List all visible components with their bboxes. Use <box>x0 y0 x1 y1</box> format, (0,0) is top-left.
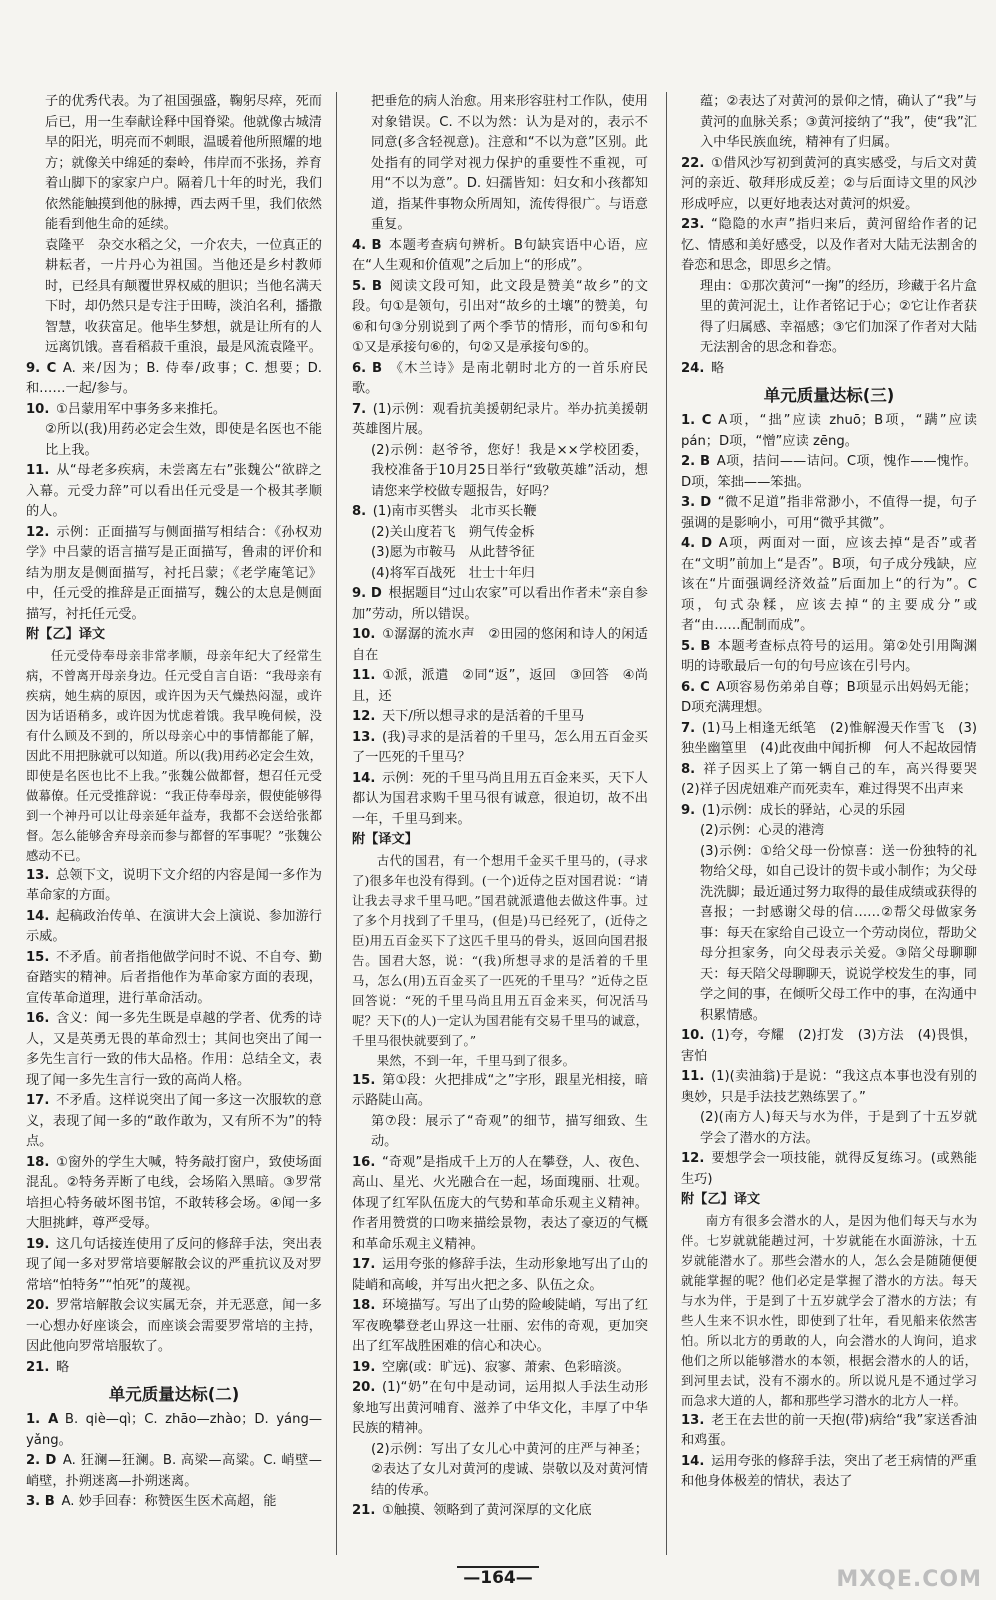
answer-text: A. 来/因为；B. 侍奉/政事；C. 想要；D. 和……一起/参与。 <box>26 360 322 396</box>
answer-text: 本题考查标点符号的运用。第②处引用陶渊明的诗歌最后一句的句号应该在引号内。 <box>681 638 977 674</box>
translation-text <box>352 1051 648 1071</box>
answer-number: 1. A <box>26 1412 59 1427</box>
answer-item <box>26 1358 322 1379</box>
answer-number: 5. B <box>681 638 711 654</box>
answer-item <box>681 534 977 637</box>
answer-text: 这几句话接连使用了反问的修辞手法，突出表现了闻一多对罗常培要解散会议的严重抗议及对罗常培“怕特务”“怕死”的蔑视。 <box>26 1236 322 1293</box>
answer-item <box>352 400 648 441</box>
answer-item <box>681 678 977 719</box>
answer-number: 8. <box>352 504 367 519</box>
answer-subitem: (3)愿为市鞍马 从此替爷征 <box>371 545 535 560</box>
answer-subitem: (2)示例：心灵的港湾 <box>700 823 825 838</box>
answer-item <box>26 1492 322 1513</box>
column-divider <box>336 92 337 1555</box>
answer-text: 老王在去世的前一天抱(带)病给“我”家送香油和鸡蛋。 <box>681 1412 977 1448</box>
answer-continuation: 子的优秀代表。为了祖国强盛，鞠躬尽瘁，死而后已，用一生奉献诠释中国脊梁。他就像古城清早的阳光，明亮而不刺眼，温暖着他所照耀的地方；就像关中绵延的秦岭，伟岸而不张扬，养育着山脚下的家家户户。隔着几十年的时光，我们依然能触摸到他的脉搏，西去两千里，我们依然能看到他生命的延续。 <box>45 94 322 232</box>
answer-item <box>681 801 977 822</box>
answer-item <box>352 236 648 277</box>
answer-text: 不矛盾。前者指他做学问时不说、不自夸、勤奋踏实的精神。后者指他作为革命家方面的表现，宣传革命道理，进行革命活动。 <box>26 949 322 1006</box>
answer-number: 9. <box>681 802 696 818</box>
answer-number: 11. <box>681 1069 705 1084</box>
answer-number: 22. <box>681 155 705 171</box>
answer-number: 16. <box>26 1011 50 1026</box>
answer-number: 10. <box>352 627 376 642</box>
section-title: 单元质量达标(三) <box>763 386 895 405</box>
answer-item <box>352 1378 648 1440</box>
answer-text: 本题考查病句辨析。B句缺宾语中心语，应在“人生观和价值观”之后加上“的形成”。 <box>352 237 648 273</box>
answer-text: (1)示例：成长的驿站，心灵的乐园 <box>701 802 906 818</box>
answer-number: 4. D <box>681 536 713 551</box>
answer-column-2 <box>352 92 648 1522</box>
answer-text: “奇观”是指成千上万的人在攀登，人、夜色、高山、星光、火光融合在一起，场面瑰丽、壮观。体现了红军队伍庞大的气势和革命乐观主义精神。作者用赞赏的口吻来描绘景物，表达了豪迈的气概和革命乐观主义精神。 <box>352 1154 648 1252</box>
answer-number: 14. <box>352 770 376 786</box>
answer-subitem: (4)将军百战死 壮士十年归 <box>371 565 535 581</box>
answer-item <box>352 707 648 728</box>
answer-continuation: 袁隆平 杂交水稻之父，一介农夫，一位真正的耕耘者，一片丹心为祖国。当他还是乡村教师时，已经具有颠覆世界权威的胆识；当他名满天下时，却仍然只是专注于田畴，淡泊名利，播撒智慧，收获富足。他毕生梦想，就是让所有的人远离饥饿。喜看稻菽千重浪，最是风流袁隆平。 <box>45 237 322 355</box>
answer-text: A项，两面对一面，应该去掉“是否”或者在“文明”前加上“是否”。B项，句子成分残缺，应该在“片面强调经济效益”后面加上“的行为”。C项，句式杂糅，应该去掉“的主要成分”或者“由……配制而成”。 <box>681 536 977 633</box>
answer-text: 环境描写。写出了山势的险峻陡峭，写出了红军夜晚攀登老山界这一壮丽、宏伟的奇观，更加突出了红军战胜困难的信心和决心。 <box>352 1298 648 1354</box>
answer-item <box>681 760 991 801</box>
answer-item <box>681 154 977 216</box>
answer-number: 10. <box>681 1028 705 1043</box>
answer-number: 6. C <box>681 679 710 695</box>
answer-number: 23. <box>681 217 705 232</box>
answer-number: 8. <box>681 761 696 777</box>
answer-subitem: 第⑦段：展示了“奇观”的细节，描写细致、生动。 <box>371 1113 648 1149</box>
answer-number: 4. B <box>352 237 382 253</box>
answer-subitem: ②所以(我)用药必定会生效，即使是名医也不能比上我。 <box>45 422 322 458</box>
answer-number: 12. <box>681 1151 705 1166</box>
answer-text: 阅读文段可知，此文段是赞美“故乡”的文段。句①是领句，引出对“故乡的土壤”的赞美，句⑥和句③分别说到了两个季节的情形，而句⑤和句①又是承接句⑥的，句②又是承接句⑤的。 <box>352 278 648 355</box>
answer-item <box>352 502 648 523</box>
section-title: 单元质量达标(二) <box>108 1385 240 1404</box>
answer-number: 3. D <box>681 495 712 510</box>
answer-item <box>681 1411 977 1452</box>
answer-number: 21. <box>26 1359 50 1375</box>
answer-item <box>681 359 977 380</box>
answer-text: (1)示例：观看抗美援朝纪录片。举办抗美援朝英雄图片展。 <box>352 401 648 437</box>
answer-continuation: 把垂危的病人治愈。用来形容驻村工作队，使用对象错误。C. 不以为然：认为是对的，表示不同意(多含轻视意)。注意和“不以为意”区别。此处指有的同学对视力保护的重要性不重视，可用“不以为意”。D. 妇孺皆知：妇女和小孩都知道，指某件事物众所周知，流传得很广。与语意重复。 <box>371 94 648 232</box>
answer-item <box>681 493 977 534</box>
answer-text: ①潺潺的流水声 ②田园的悠闲和诗人的闲适自在 <box>352 627 648 663</box>
answer-text: A. 狂澜—狂澜。B. 高梁—高粱。C. 峭壁—峭壁，扑朔迷离—扑朔迷离。 <box>26 1453 322 1489</box>
answer-item <box>352 666 648 707</box>
answer-item <box>26 400 322 421</box>
answer-number: 9. D <box>352 586 382 601</box>
answer-text: 总领下文，说明下文介绍的内容是闻一多作为革命家的方面。 <box>26 867 322 903</box>
answer-text: (1)“奶”在句中是动词，运用拟人手法生动形象地写出黄河哺育、滋养了中华文化，丰厚了中华民族的精神。 <box>352 1380 648 1436</box>
answer-subitem: (3)示例：①给父母一份惊喜：送一份独特的礼物给父母，如自己设计的贺卡或小制作；为父母洗洗脚；最近通过努力取得的最佳成绩或获得的喜报；一封感谢父母的信……②帮父母做家务事：每天在家给自己设立一个劳动岗位，帮助父母分担家务，向父母表示关爱。③陪父母聊聊天：每天陪父母聊聊天，说说学校发生的事，同学之间的事，在倾听父母工作中的事，在沟通中积累情感。 <box>700 843 977 1023</box>
answer-text: (1)马上相逢无纸笔 (2)惟解漫天作雪飞 (3)独坐幽篁里 (4)此夜曲中闻折柳 何人不起故园情 <box>681 720 977 756</box>
answer-text: “微不足道”指非常渺小，不值得一提，句子强调的是影响小，可用“微乎其微”。 <box>681 495 977 531</box>
answer-text: 不矛盾。这样说突出了闻一多这一次服软的意义，表现了闻一多的“敢作敢为，又有所不为”的特点。 <box>26 1093 322 1149</box>
answer-number: 15. <box>26 949 50 965</box>
answer-item <box>26 866 322 907</box>
answer-text: (1)南市买辔头 北市买长鞭 <box>372 504 537 519</box>
answer-number: 10. <box>26 401 50 417</box>
answer-number: 12. <box>26 524 50 540</box>
answer-text: ①吕蒙用军中事务多来推托。 <box>55 401 227 417</box>
translation-heading: 附【乙】译文 <box>681 1192 761 1207</box>
answer-number: 20. <box>26 1298 50 1313</box>
answer-text: ①窗外的学生大喊，特务敲打窗户，致使场面混乱。②特务弄断了电线，会场陷入黑暗。③罗常培担心特务破坏图书馆，不敢转移会场。④闻一多大胆挑衅，尊严受辱。 <box>26 1154 322 1231</box>
answer-subitem: (2)(南方人)每天与水为伴，于是到了十五岁就学会了潜水的方法。 <box>700 1110 977 1146</box>
translation-text <box>352 851 648 1051</box>
answer-number: 17. <box>352 1257 376 1272</box>
answer-text: 《木兰诗》是南北朝时北方的一首乐府民歌。 <box>352 360 648 396</box>
answer-item <box>681 1067 977 1108</box>
answer-item <box>352 1153 648 1256</box>
answer-text: ①借风沙写初到黄河的真实感受，与后文对黄河的亲近、敬拜形成反差；②与后面诗文里的风沙形成呼应，以更好地表达对黄河的炽爱。 <box>681 155 977 212</box>
answer-text: B. qiè—qì；C. zhāo—zhào；D. yáng—yǎng。 <box>26 1412 323 1448</box>
answer-number: 2. D <box>26 1453 57 1468</box>
answer-item <box>352 769 648 831</box>
answer-text: 第①段：火把排成“之”字形，跟星光相接，暗示路陡山高。 <box>352 1072 648 1108</box>
answer-text: 运用夸张的修辞手法，生动形象地写出了山的陡峭和高峻，并写出火把之多、队伍之众。 <box>352 1257 648 1293</box>
answer-item <box>352 1071 648 1112</box>
answer-item <box>26 1410 322 1451</box>
answer-number: 11. <box>26 463 50 478</box>
answer-number: 24. <box>681 360 705 376</box>
answer-number: 14. <box>26 908 50 924</box>
answer-number: 20. <box>352 1380 376 1395</box>
answer-text: 起稿政治传单、在演讲大会上演说、参加游行示威。 <box>26 908 322 944</box>
column-divider <box>666 92 667 1555</box>
answer-item <box>26 948 322 1010</box>
answer-item <box>26 1296 322 1358</box>
translation-heading: 附【译文】 <box>352 832 418 847</box>
answer-item <box>681 719 977 760</box>
answer-number: 11. <box>352 668 376 683</box>
answer-item <box>681 411 977 452</box>
answer-text: “隐隐的水声”指归来后，黄河留给作者的记忆、情感和美好感受，以及作者对大陆无法割舍的眷恋和思念，即思乡之情。 <box>681 217 977 273</box>
answer-item <box>352 1501 648 1522</box>
answer-text: (1)(卖油翁)于是说：“我这点本事也没有别的奥妙，只是手法技艺熟练罢了。” <box>681 1069 977 1105</box>
answer-column-1 <box>26 92 322 1513</box>
answer-number: 1. C <box>681 413 712 428</box>
answer-number: 17. <box>26 1093 50 1108</box>
answer-number: 6. B <box>352 360 383 376</box>
answer-text: A项，拮问——诘问。C项，愧作——愧怍。D项，笨拙——笨拙。 <box>681 454 977 490</box>
answer-item <box>26 461 322 523</box>
answer-text: 从“母老多疾病，未尝离左右”张魏公“欲辟之入幕。元受力辞”可以看出任元受是一个极其孝顺的人。 <box>26 463 322 519</box>
answer-item <box>352 1296 648 1358</box>
answer-subitem: 理由：①那次黄河“一掬”的经历，珍藏于名片盒里的黄河泥土，让作者铭记于心；②它让作者获得了归属感、幸福感；③它们加深了作者对大陆无法割舍的思念和眷恋。 <box>700 278 977 355</box>
answer-item <box>681 215 977 277</box>
translation-heading: 附【乙】译文 <box>26 627 106 642</box>
answer-item <box>26 1009 322 1091</box>
answer-item <box>352 1358 648 1379</box>
answer-text: 含义：闻一多先生既是卓越的学者、优秀的诗人，又是英勇无畏的革命烈士；其间也突出了闻一多先生言行一致的伟大品格。作用：总结全文，表现了闻一多先生言行一致的高尚人格。 <box>26 1011 322 1088</box>
answer-number: 15. <box>352 1072 376 1088</box>
answer-text: 要想学会一项技能，就得反复练习。(或熟能生巧) <box>681 1151 977 1187</box>
answer-item <box>26 1451 322 1492</box>
watermark: MXQE.COM <box>836 1567 982 1592</box>
answer-text: A项容易伤弟弟自尊；B项显示出妈妈无能；D项充满理想。 <box>681 679 977 715</box>
translation-paragraph: 南方有很多会潜水的人，是因为他们每天与水为伴。七岁就就能趟过河，十岁就能在水面游泳，十五岁就能潜水了。那些会潜水的人，怎么会是随随便便就能掌握的呢？他们必定是掌握了潜水的方法。每天与水为伴，于是到了十五岁就学会了潜水的方法；有些人生来不识水性，即使到了壮年，看见船来依然害怕。所以北方的勇敢的人，向会潜水的人询问，追求他们之所以能够潜水的本领，根据会潜水的人的话，到河里去试，没有不溺水的。所以说凡是不通过学习而急求大道的人，都和那些学习潜水的北方人一样。 <box>681 1212 977 1408</box>
answer-subitem: (2)关山度若飞 朔气传金柝 <box>371 524 535 540</box>
answer-item <box>26 359 322 400</box>
translation-paragraph: 任元受侍奉母亲非常孝顺，母亲年纪大了经常生病，不曾离开母亲身边。任元受自言自语：“我母亲有疾病，她生病的原因，或许因为天气燥热闷湿，或许因为话语稍多，或许因为忧虑着饿。我早晚伺候，没有什么顾及不到的，所以母亲心中的事情都能了解，因此不用把脉就可以知道。所以(我)用药必定会生效，即使是名医也比不上我。”张魏公做都督，想召任元受做幕僚。任元受推辞说：“我正侍奉母亲，假使能够得到一个神丹可以让母亲延年益寿，我都不会送给张都督。怎么能够舍弃母亲而参与都督的军事呢？”张魏公感动不已。 <box>26 647 322 863</box>
answer-text: 示例：死的千里马尚且用五百金来买，天下人都认为国君求购千里马很有诚意，很迫切，故不出一年，千里马到来。 <box>352 770 648 827</box>
answer-number: 7. <box>352 401 367 417</box>
answer-number: 18. <box>26 1154 50 1170</box>
answer-number: 9. C <box>26 360 57 376</box>
answer-text: 运用夸张的修辞手法，突出了老王病情的严重和他身体极差的情状，表达了 <box>681 1453 977 1489</box>
answer-number: 12. <box>352 709 376 724</box>
answer-number: 16. <box>352 1154 376 1170</box>
answer-text: A项，“拙”应读 zhuō；B项，“蹒”应读 pán；D项，“憎”应读 zēng。 <box>681 413 977 449</box>
answer-text: 根据题目“过山农家”可以看出作者未“亲自参加”劳动，所以错误。 <box>352 586 648 622</box>
answer-item <box>352 1255 648 1296</box>
answer-number: 3. B <box>26 1494 55 1509</box>
answer-text: 略 <box>710 360 725 376</box>
answer-text: A. 妙手回春：称赞医生医术高超，能 <box>61 1494 277 1509</box>
answer-item <box>26 523 322 626</box>
answer-text: ①派，派遣 ②同“返”，返回 ③回答 ④尚且，还 <box>352 668 648 704</box>
answer-number: 7. <box>681 720 696 736</box>
answer-item <box>352 584 648 625</box>
translation-text <box>681 1211 977 1411</box>
answer-text: 示例：正面描写与侧面描写相结合：《孙权劝学》中吕蒙的语言描写是正面描写，鲁肃的评价和结为朋友是侧面描写，衬托吕蒙；《老学庵笔记》中，任元受的推辞是正面描写，魏公的太息是侧面描写，衬托任元受。 <box>26 524 322 622</box>
answer-text: 祥子因买上了第一辆自己的车，高兴得要哭 (2)祥子因虎妞难产而死卖车，难过得哭不出声来 <box>681 761 991 797</box>
answer-item <box>352 625 648 666</box>
answer-number: 13. <box>681 1412 705 1428</box>
answer-item <box>26 907 322 948</box>
answer-number: 21. <box>352 1503 376 1518</box>
answer-item <box>26 1091 322 1153</box>
answer-text: 略 <box>55 1359 70 1375</box>
answer-number: 19. <box>26 1236 50 1252</box>
answer-item <box>681 452 977 493</box>
translation-text <box>26 646 322 866</box>
answer-column-3 <box>681 92 991 1493</box>
answer-subitem: (2)示例：赵爷爷，您好！我是××学校团委，我校准备于10月25日举行“致敬英雄”活动，想请您来学校做专题报告，好吗？ <box>371 442 648 499</box>
answer-item <box>26 1153 322 1235</box>
answer-number: 13. <box>26 867 50 883</box>
answer-text: 天下/所以想寻求的是活着的千里马 <box>381 709 585 724</box>
answer-number: 5. B <box>352 278 382 294</box>
page-number-text: —164— <box>457 1566 539 1588</box>
answer-text: 空廓(或：旷远)、寂寥、萧索、色彩暗淡。 <box>381 1359 630 1375</box>
answer-item <box>352 359 648 400</box>
answer-item <box>681 1452 977 1493</box>
answer-text: (我)寻求的是活着的千里马，怎么用五百金买了一匹死的千里马？ <box>352 729 648 765</box>
answer-number: 18. <box>352 1298 376 1313</box>
answer-item <box>681 1026 977 1067</box>
answer-text: ①触摸、领略到了黄河深厚的文化底 <box>381 1503 592 1518</box>
answer-number: 13. <box>352 729 376 745</box>
answer-number: 2. B <box>681 454 711 469</box>
answer-continuation: 蕴；②表达了对黄河的景仰之情，确认了“我”与黄河的血脉关系；③黄河接纳了“我”，使“我”汇入中华民族血统，精神有了归属。 <box>700 94 977 150</box>
answer-text: 罗常培解散会议实属无奈，并无恶意，闻一多一心想办好座谈会，而座谈会需要罗常培的主持，因此他向罗常培服软了。 <box>26 1298 322 1354</box>
answer-item <box>26 1235 322 1297</box>
answer-item <box>352 277 648 359</box>
answer-number: 14. <box>681 1453 705 1469</box>
answer-text: (1)夸，夸耀 (2)打发 (3)方法 (4)畏惧，害怕 <box>681 1028 977 1064</box>
translation-paragraph: 古代的国君，有一个想用千金买千里马的，(寻求了)很多年也没有得到。(一个)近侍之臣对国君说：“请让我去寻求千里马吧。”国君就派遣他去做这件事。过了多个月找到了千里马，(但是)马已经死了，(近侍之臣)用五百金买下了这匹千里马的骨头，返回向国君报告。国君大怒，说：“(我)所想寻求的是活着的千里马，怎么(用)五百金买了一匹死的千里马？”近侍之臣回答说：“死的千里马尚且用五百金来买，何况活马呢？天下(的人)一定认为国君能有交易千里马的诚意，千里马很快就要到了。” <box>352 852 648 1048</box>
translation-paragraph: 果然，不到一年，千里马到了很多。 <box>376 1052 576 1068</box>
answer-number: 19. <box>352 1359 376 1375</box>
answer-item <box>681 1149 977 1190</box>
answer-item <box>681 637 977 678</box>
answer-item <box>352 728 648 769</box>
answer-subitem: (2)示例：写出了女儿心中黄河的庄严与神圣；②表达了女儿对黄河的虔诚、崇敬以及对黄河情结的传承。 <box>371 1441 648 1498</box>
